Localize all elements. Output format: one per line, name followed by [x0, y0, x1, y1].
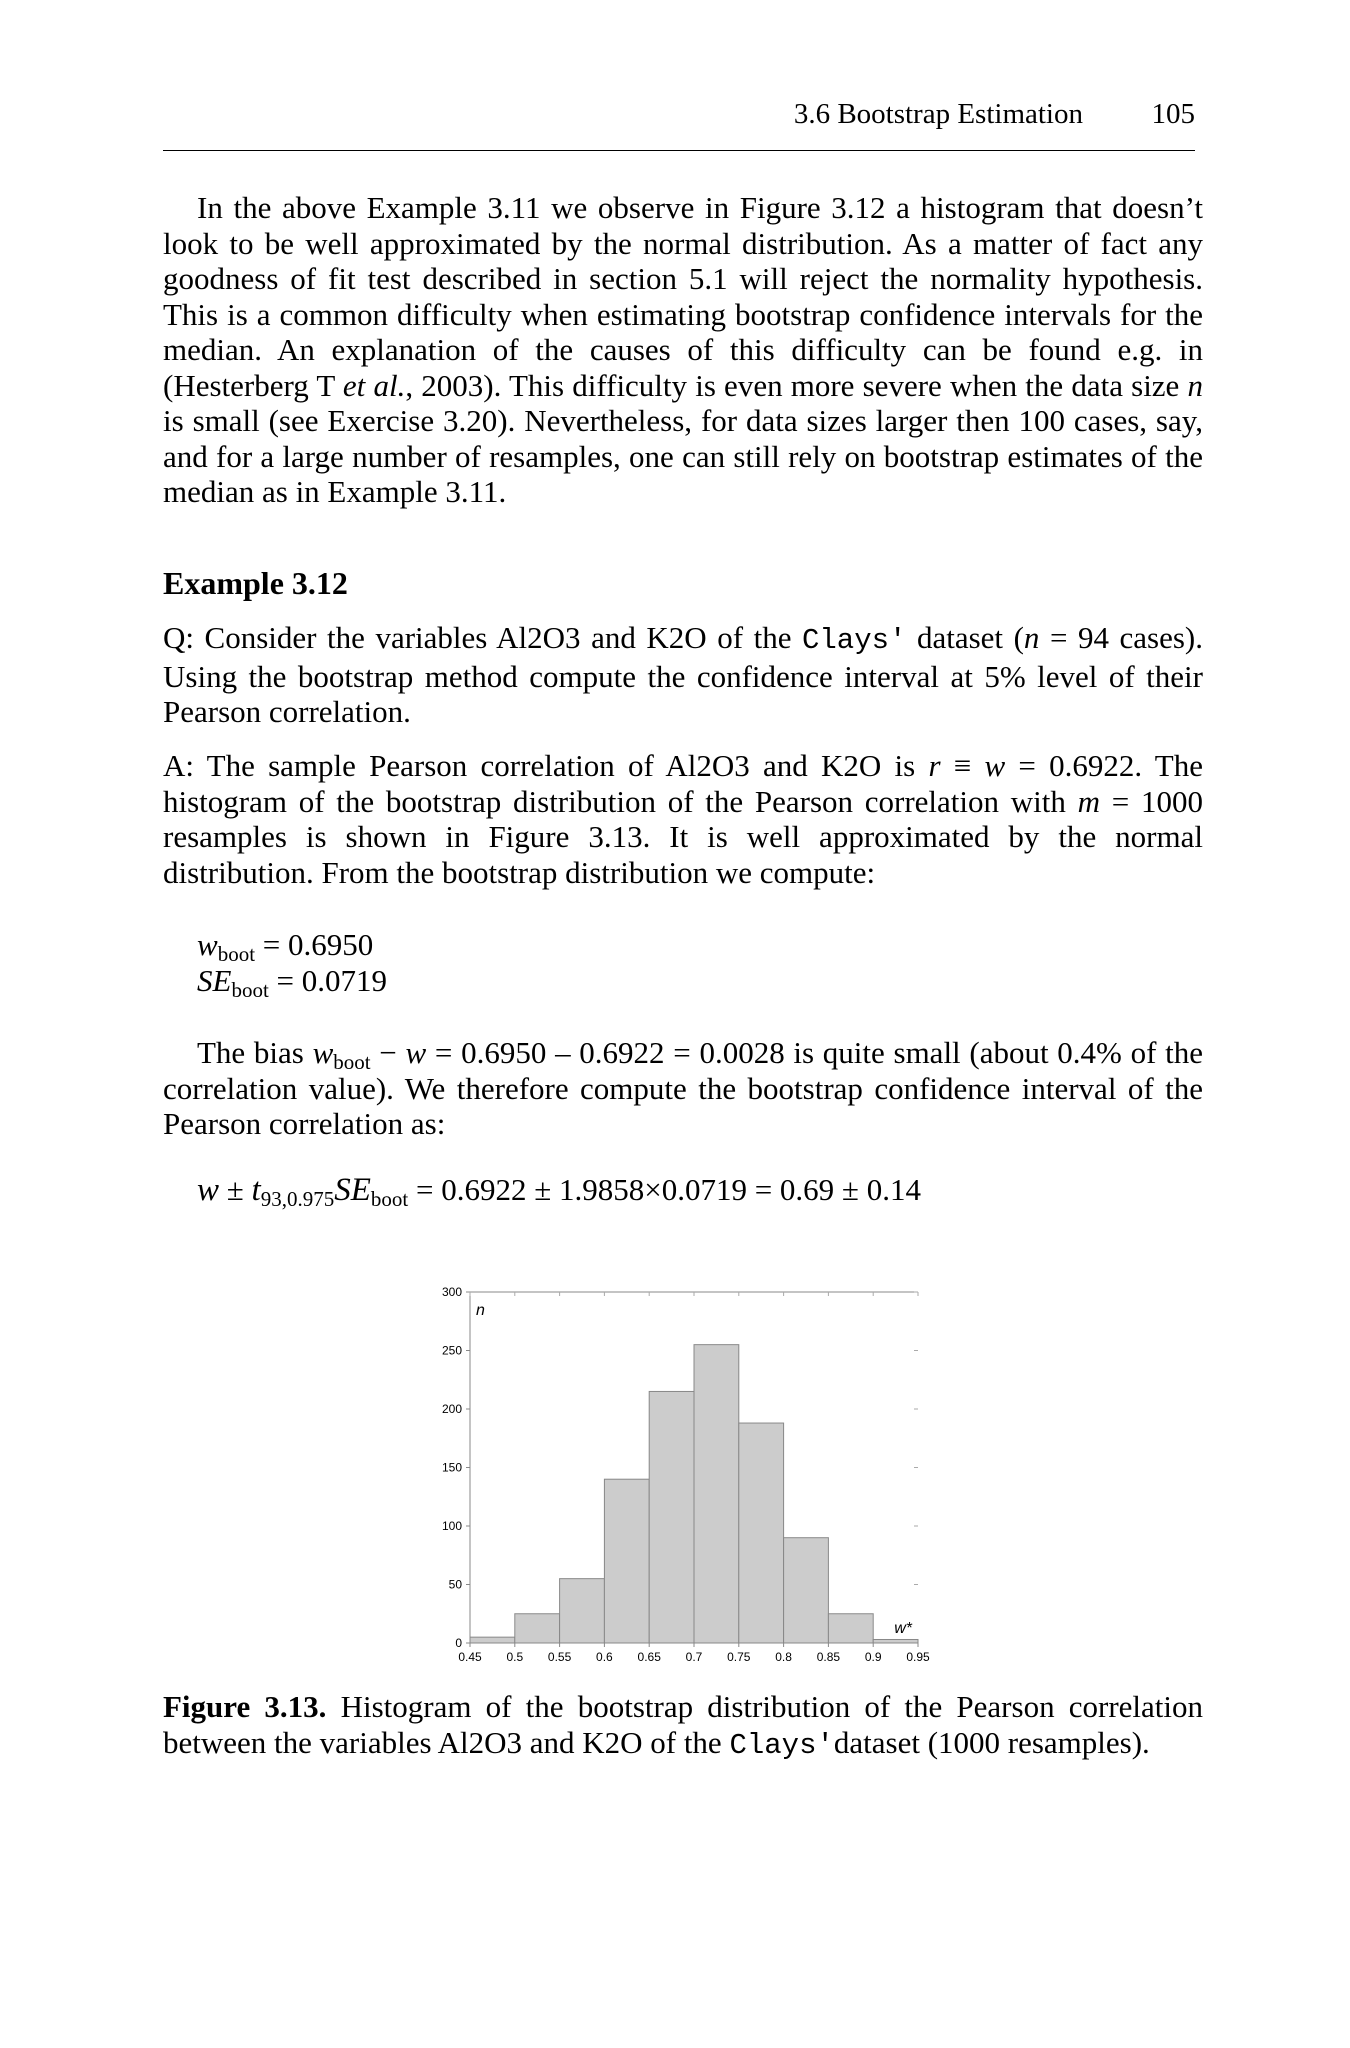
- histogram-bar: [604, 1479, 649, 1643]
- intro-et-al: et al.: [342, 367, 406, 403]
- question-paragraph: [163, 620, 1203, 730]
- x-tick-label: 0.75: [727, 1650, 751, 1664]
- bias-paragraph: [163, 1035, 1203, 1142]
- eq-se-boot-value: = 0.0719: [268, 963, 388, 998]
- histogram-bar: [649, 1391, 694, 1643]
- eq-boot-subscript: boot: [217, 942, 256, 966]
- y-tick-label: 250: [441, 1343, 462, 1358]
- eq-w-boot-value: = 0.6950: [255, 927, 374, 962]
- eq-w-symbol: w: [197, 927, 218, 962]
- x-axis-label: w*: [894, 1620, 912, 1637]
- bias-w: w: [312, 1035, 334, 1070]
- equation-w-boot: [197, 927, 374, 966]
- histogram-bar: [739, 1423, 784, 1643]
- ci-se: SE: [334, 1172, 371, 1208]
- answer-w: w: [984, 748, 1006, 783]
- y-tick-label: 150: [441, 1460, 462, 1475]
- caption-text-a: Histogram of the bootstrap distribution of the Pearson correlation between the variables Al2O3 and K2O of the: [163, 1689, 1204, 1760]
- intro-n: n: [1187, 367, 1203, 403]
- question-n: n: [1023, 620, 1040, 655]
- bootstrap-histogram: [420, 1280, 940, 1670]
- eq-se-subscript: boot: [231, 978, 269, 1002]
- running-header: [163, 98, 1195, 138]
- ci-se-subscript: boot: [370, 1187, 409, 1211]
- caption-label: Figure 3.13.: [163, 1689, 327, 1724]
- answer-m: m: [1077, 783, 1101, 819]
- header-rule: [163, 150, 1195, 151]
- y-tick-label: 200: [441, 1402, 462, 1416]
- ci-pm: ±: [219, 1172, 252, 1207]
- x-tick-label: 0.65: [637, 1650, 661, 1664]
- intro-text-b: , 2003). This difficulty is even more severe when the data size: [405, 367, 1188, 403]
- question-text-b: dataset (: [906, 620, 1024, 655]
- ci-t: t: [251, 1172, 261, 1208]
- figure-caption: [163, 1689, 1203, 1764]
- y-tick-label: 300: [441, 1285, 462, 1299]
- histogram-bar: [560, 1579, 605, 1643]
- y-tick-label: 0: [455, 1636, 462, 1650]
- x-tick-label: 0.85: [816, 1650, 841, 1664]
- ci-t-subscript: 93,0.975: [260, 1187, 335, 1211]
- intro-text-c: is small (see Exercise 3.20). Nevertheless, for data sizes larger then 100 cases, say, and for a large number of resamples, one can still rely on bootstrap estimates of the median as in Example 3.11.: [163, 403, 1203, 509]
- x-tick-label: 0.45: [458, 1650, 482, 1664]
- intro-text-a: In the above Example 3.11 we observe in Figure 3.12 a histogram that doesn’t look to be well approximated by the normal distribution. As a matter of fact any goodness of fit test described in section 5.1 will reject the normality hypothesis. This is a common difficulty when estimating bootstrap confidence intervals for the median. An explanation of the causes of this difficulty can be found e.g. in (Hesterberg T: [163, 190, 1203, 403]
- x-tick-label: 0.6: [596, 1650, 613, 1664]
- page-number: 105: [1151, 98, 1195, 130]
- bias-w2: w: [405, 1035, 427, 1070]
- caption-text-b: dataset (1000 resamples).: [833, 1725, 1150, 1760]
- answer-paragraph: [163, 748, 1203, 890]
- x-tick-label: 0.95: [906, 1650, 930, 1664]
- answer-text-b: = 0.6922. The histogram of the bootstrap distribution of the Pearson correlation with: [163, 748, 1203, 819]
- eq-se-symbol: SE: [197, 963, 232, 998]
- histogram-bar: [470, 1637, 515, 1643]
- equation-se-boot: [197, 963, 388, 1002]
- question-text-c: = 94 cases). Using the bootstrap method compute the confidence interval at 5% level of their Pearson correlation.: [163, 620, 1203, 729]
- dataset-name: Clays': [802, 624, 907, 657]
- bias-subscript: boot: [333, 1050, 371, 1074]
- x-tick-label: 0.5: [506, 1650, 524, 1664]
- histogram-bar: [828, 1614, 873, 1643]
- answer-equiv: ≡: [940, 748, 985, 783]
- histogram-svg: [420, 1280, 940, 1670]
- question-text-a: Q: Consider the variables Al2O3 and K2O of the: [163, 620, 802, 655]
- ci-result: = 0.6922 ± 1.9858×0.0719 = 0.69 ± 0.14: [408, 1172, 921, 1207]
- histogram-bar: [515, 1614, 560, 1643]
- answer-r: r: [928, 748, 941, 783]
- ci-w: w: [197, 1172, 220, 1208]
- bias-minus: −: [370, 1035, 406, 1070]
- x-tick-label: 0.55: [547, 1650, 572, 1664]
- histogram-bar: [873, 1639, 918, 1643]
- y-tick-label: 50: [448, 1577, 462, 1592]
- intro-paragraph: [163, 190, 1203, 510]
- bias-text-a: The bias: [197, 1035, 313, 1070]
- x-tick-label: 0.9: [864, 1650, 882, 1664]
- answer-text-c: = 1000 resamples is shown in Figure 3.13. It is well approximated by the normal distribution. From the bootstrap distribution we compute:: [163, 783, 1203, 890]
- confidence-interval-equation: [197, 1172, 921, 1209]
- x-tick-label: 0.8: [775, 1650, 792, 1664]
- histogram-bar: [694, 1345, 739, 1643]
- y-tick-label: 100: [441, 1519, 462, 1533]
- caption-dataset: Clays': [729, 1729, 834, 1762]
- example-heading: Example 3.12: [163, 565, 348, 601]
- bias-text-b: = 0.6950 – 0.6922 = 0.0028 is quite small (about 0.4% of the correlation value). We therefore compute the bootstrap confidence interval of the Pearson correlation as:: [163, 1035, 1203, 1141]
- x-tick-label: 0.7: [685, 1650, 703, 1664]
- answer-text-a: A: The sample Pearson correlation of Al2O3 and K2O is: [163, 748, 929, 783]
- histogram-bar: [784, 1538, 829, 1643]
- y-axis-label: n: [476, 1302, 485, 1319]
- section-title: 3.6 Bootstrap Estimation: [793, 98, 1083, 130]
